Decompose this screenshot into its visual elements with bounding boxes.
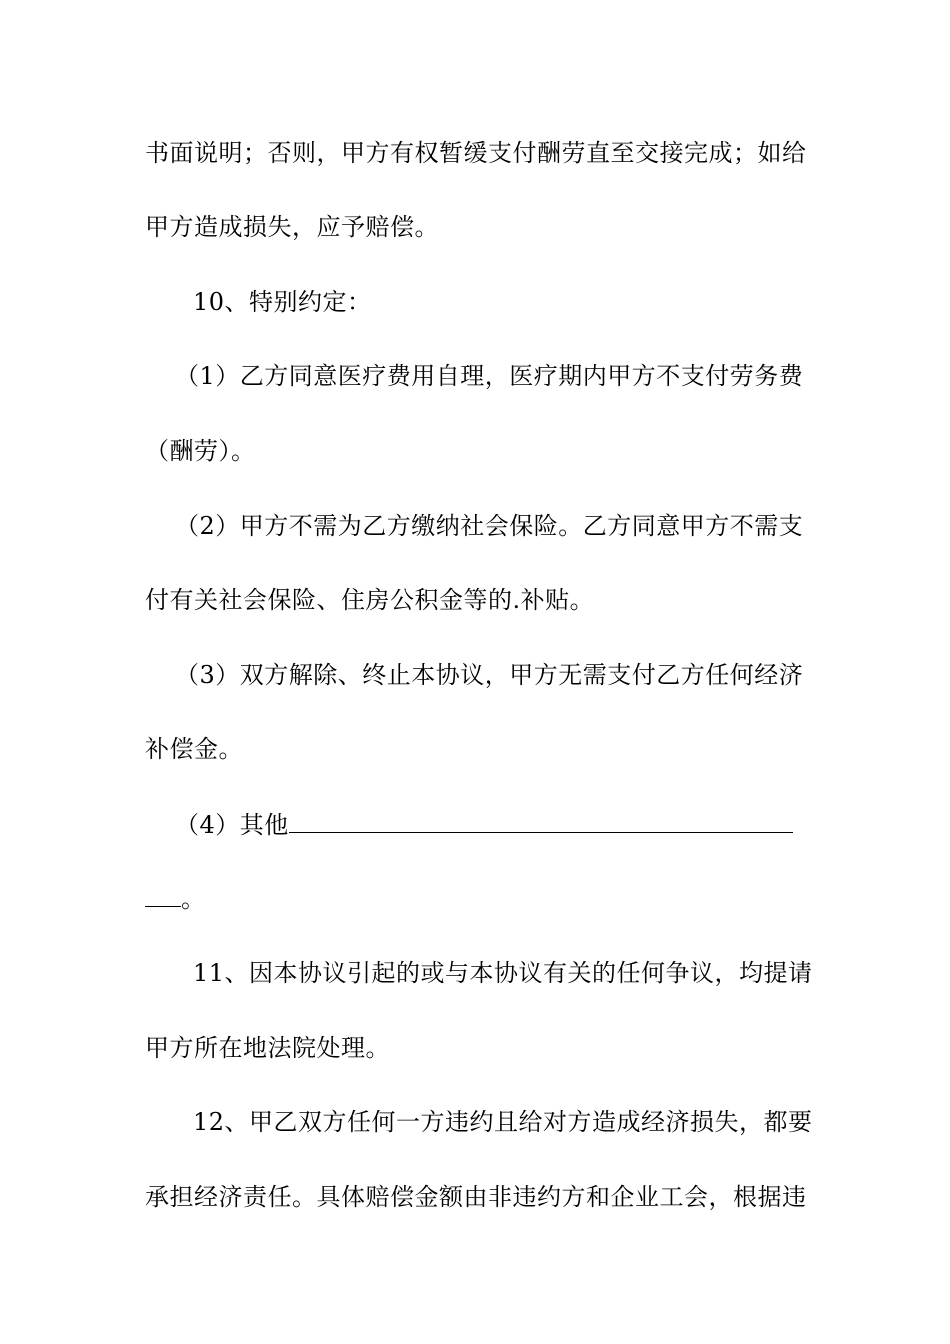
fill-in-blank[interactable]	[145, 884, 181, 907]
clause-10-item-2: （2）甲方不需为乙方缴纳社会保险。乙方同意甲方不需支	[175, 512, 804, 540]
clause-10-item-4	[175, 810, 793, 839]
text-line: 甲方造成损失，应予赔偿。	[145, 213, 439, 241]
clause-10-item-1: （1）乙方同意医疗费用自理，医疗期内甲方不支付劳务费	[175, 362, 804, 390]
clause-11: 11、因本协议引起的或与本协议有关的任何争议，均提请	[193, 959, 813, 987]
clause-12: 12、甲乙双方任何一方违约且给对方造成经济损失，都要	[193, 1108, 813, 1136]
item-4-label: （4）其他	[175, 811, 289, 839]
clause-10-heading: 10、特别约定：	[193, 288, 372, 316]
text-line: 书面说明；否则，甲方有权暂缓支付酬劳直至交接完成；如给	[145, 139, 807, 167]
fill-in-blank[interactable]	[289, 810, 793, 833]
text-line: 付有关社会保险、住房公积金等的.补贴。	[145, 586, 595, 614]
text-line: （酬劳）。	[145, 437, 256, 465]
text-line: 承担经济责任。具体赔偿金额由非违约方和企业工会，根据违	[145, 1183, 807, 1211]
text-line: 甲方所在地法院处理。	[145, 1034, 390, 1062]
period-mark: 。	[181, 885, 206, 913]
text-line: 补偿金。	[145, 735, 243, 763]
text-line	[145, 884, 206, 913]
clause-10-item-3: （3）双方解除、终止本协议，甲方无需支付乙方任何经济	[175, 661, 804, 689]
